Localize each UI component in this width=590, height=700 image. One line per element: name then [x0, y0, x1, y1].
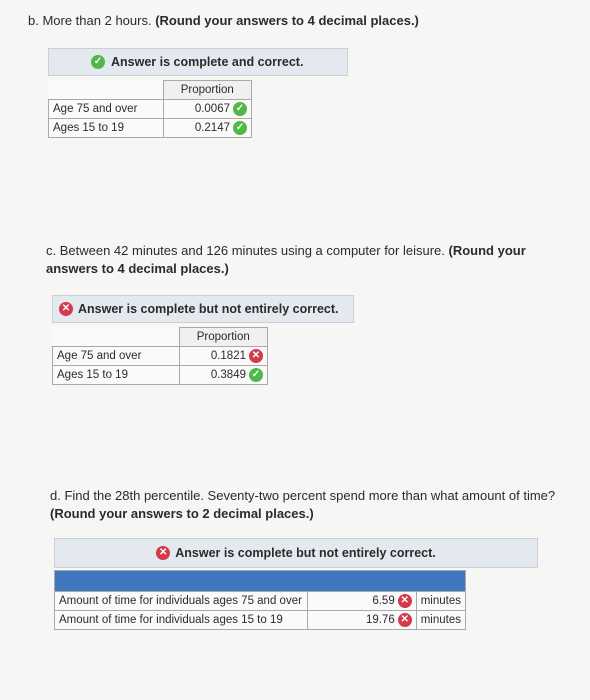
answer-cell[interactable] — [179, 347, 268, 366]
table-row — [49, 119, 252, 138]
check-circle-icon: ✓ — [91, 55, 105, 69]
answer-value: 0.3849 — [210, 369, 246, 382]
row-label: Ages 15 to 19 — [53, 366, 180, 385]
question-c-instruction-2: answers to 4 decimal places.) — [46, 261, 229, 276]
check-circle-icon: ✓ — [249, 368, 263, 382]
answer-table-c — [52, 327, 268, 385]
table-row — [55, 592, 466, 611]
answer-cell[interactable] — [307, 611, 416, 630]
result-banner-c — [52, 295, 354, 323]
x-circle-icon: ✕ — [249, 349, 263, 363]
row-label: Age 75 and over — [49, 100, 164, 119]
x-circle-icon: ✕ — [398, 613, 412, 627]
answer-value: 6.59 — [372, 595, 395, 608]
question-b — [28, 12, 419, 30]
x-circle-icon: ✕ — [398, 594, 412, 608]
unit-label: minutes — [416, 611, 465, 630]
question-b-text: b. More than 2 hours. — [28, 13, 152, 28]
result-banner-d-text: Answer is complete but not entirely correct. — [175, 546, 436, 560]
x-circle-icon: ✕ — [156, 546, 170, 560]
table-row — [53, 347, 268, 366]
table-row — [49, 100, 252, 119]
row-label: Amount of time for individuals ages 15 to 19 — [55, 611, 308, 630]
answer-table-d — [54, 570, 466, 630]
row-label: Age 75 and over — [53, 347, 180, 366]
check-circle-icon: ✓ — [233, 102, 247, 116]
column-header-proportion: Proportion — [163, 81, 252, 100]
answer-table-b — [48, 80, 252, 138]
question-c-instruction-1: (Round your — [448, 243, 526, 258]
row-label: Amount of time for individuals ages 75 and over — [55, 592, 308, 611]
answer-cell[interactable] — [163, 119, 252, 138]
table-row — [53, 366, 268, 385]
table-header-bar — [55, 571, 466, 592]
question-d-text: d. Find the 28th percentile. Seventy-two percent spend more than what amount of time? — [50, 488, 556, 503]
answer-cell[interactable] — [307, 592, 416, 611]
answer-value: 0.2147 — [194, 122, 230, 135]
question-b-instruction: (Round your answers to 4 decimal places.) — [155, 13, 419, 28]
question-d — [50, 487, 580, 523]
answer-value: 0.0067 — [194, 103, 230, 116]
table-row — [55, 611, 466, 630]
result-banner-c-text: Answer is complete but not entirely correct. — [78, 302, 339, 316]
question-c — [46, 242, 566, 278]
check-circle-icon: ✓ — [233, 121, 247, 135]
question-c-text: c. Between 42 minutes and 126 minutes using a computer for leisure. — [46, 243, 445, 258]
row-label: Ages 15 to 19 — [49, 119, 164, 138]
answer-cell[interactable] — [163, 100, 252, 119]
x-circle-icon: ✕ — [59, 302, 73, 316]
unit-label: minutes — [416, 592, 465, 611]
answer-cell[interactable] — [179, 366, 268, 385]
answer-value: 0.1821 — [210, 350, 246, 363]
result-banner-d — [54, 538, 538, 568]
result-banner-b — [48, 48, 348, 76]
column-header-proportion: Proportion — [179, 328, 268, 347]
question-d-instruction: (Round your answers to 2 decimal places.) — [50, 506, 314, 521]
result-banner-b-text: Answer is complete and correct. — [111, 55, 304, 69]
answer-value: 19.76 — [365, 614, 395, 627]
